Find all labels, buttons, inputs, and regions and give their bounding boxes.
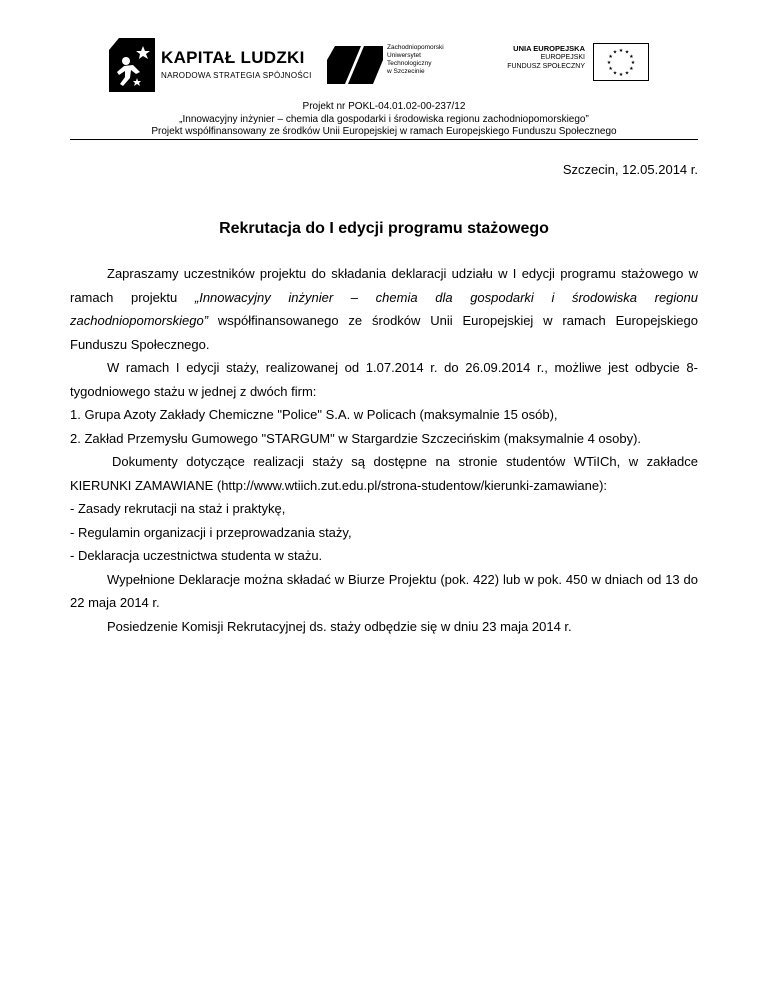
document-date: Szczecin, 12.05.2014 r.: [562, 162, 698, 177]
document-list-item: - Regulamin organizacji i przeprowadzania staży,: [70, 524, 352, 540]
zut-line: Zachodniopomorski: [387, 44, 444, 51]
paragraph-documents: Dokumenty dotyczące realizacji staży są dostępne na stronie studentów WTiICh, w zakładce KIERUNKI ZAMAWIANE (http://www.wtiich.zut.edu.pl/strona-studentow/kierunki-zamawiane):: [70, 454, 698, 493]
company-list-item: 2. Zakład Przemysłu Gumowego "STARGUM" w Stargardzie Szczecińskim (maksymalnie 4 osoby).: [70, 430, 642, 446]
zut-line: w Szczecinie: [387, 68, 425, 75]
logo-bar: [0, 30, 768, 100]
project-title-italic: „Innowacyjny inżynier – chemia dla gospodarki i środowiska regionu zachodniopomorskiego”: [70, 289, 698, 328]
eu-line: UNIA EUROPEJSKA: [513, 44, 585, 53]
document-title: Rekrutacja do I edycji programu stażowego: [219, 220, 549, 237]
svg-text:★: ★: [630, 60, 636, 66]
eu-line: FUNDUSZ SPOŁECZNY: [507, 63, 585, 70]
paragraph-internship-period: W ramach I edycji staży, realizowanej od 1.07.2014 r. do 26.09.2014 r., możliwe jest odbycie 8-tygodniowego stażu w jednej z dwóch firm:: [70, 360, 698, 399]
eu-text: [505, 44, 585, 71]
project-funding: Projekt współfinansowany ze środków Unii Europejskiej w ramach Europejskiego Funduszu Społecznego: [151, 126, 617, 137]
svg-text:★: ★: [612, 49, 618, 56]
zut-line: Uniwersytet: [387, 52, 421, 59]
kapital-ludzki-title: KAPITAŁ LUDZKI: [161, 48, 305, 67]
project-header: [40, 101, 728, 139]
svg-text:★: ★: [618, 48, 624, 54]
company-list-item: 1. Grupa Azoty Zakłady Chemiczne "Police" S.A. w Policach (maksymalnie 15 osób),: [70, 407, 558, 422]
paragraph-text: Zapraszamy uczestników projektu do składania deklaracji udziału w I edycji programu stażowego w ramach projektu: [70, 266, 698, 305]
document-body: [70, 262, 698, 638]
kapital-ludzki-logo: [109, 38, 312, 94]
svg-text:★: ★: [624, 70, 630, 77]
project-number: Projekt nr POKL-04.01.02-00-237/12: [302, 101, 466, 112]
svg-text:★: ★: [629, 54, 634, 60]
eu-logo: [505, 43, 655, 83]
eu-line: EUROPEJSKI: [540, 54, 585, 61]
svg-text:★: ★: [606, 60, 612, 66]
eu-flag-icon: [593, 43, 649, 81]
document-list-item: - Zasady rekrutacji na staż i praktykę,: [70, 501, 286, 516]
paragraph-invitation: [70, 262, 698, 356]
svg-text:★: ★: [608, 54, 613, 60]
zut-emblem: [327, 46, 383, 84]
paragraph-text: współfinansowanego ze środków Unii Europejskiej w ramach Europejskiego Funduszu Społecznego.: [70, 313, 698, 352]
svg-text:★: ★: [629, 66, 634, 72]
kapital-ludzki-emblem: [109, 38, 155, 92]
zut-line: Technologiczny: [387, 60, 432, 67]
zut-logo: [327, 42, 487, 98]
header-divider: [70, 139, 698, 140]
svg-text:★: ★: [618, 72, 624, 78]
svg-text:★: ★: [612, 70, 618, 77]
svg-text:★: ★: [608, 66, 613, 72]
paragraph-committee: Posiedzenie Komisji Rekrutacyjnej ds. staży odbędzie się w dniu 23 maja 2014 r.: [107, 618, 572, 634]
project-name: „Innowacyjny inżynier – chemia dla gospodarki i środowiska regionu zachodniopomorskiego”: [179, 113, 589, 125]
zut-name: [387, 44, 444, 76]
svg-text:★: ★: [624, 49, 630, 56]
paragraph-submission: Wypełnione Deklaracje można składać w Biurze Projektu (pok. 422) lub w pok. 450 w dniach od 13 do 22 maja 2014 r.: [70, 571, 698, 610]
kapital-ludzki-subtitle: NARODOWA STRATEGIA SPÓJNOŚCI: [161, 71, 312, 80]
document-list-item: - Deklaracja uczestnictwa studenta w stażu.: [70, 548, 323, 563]
